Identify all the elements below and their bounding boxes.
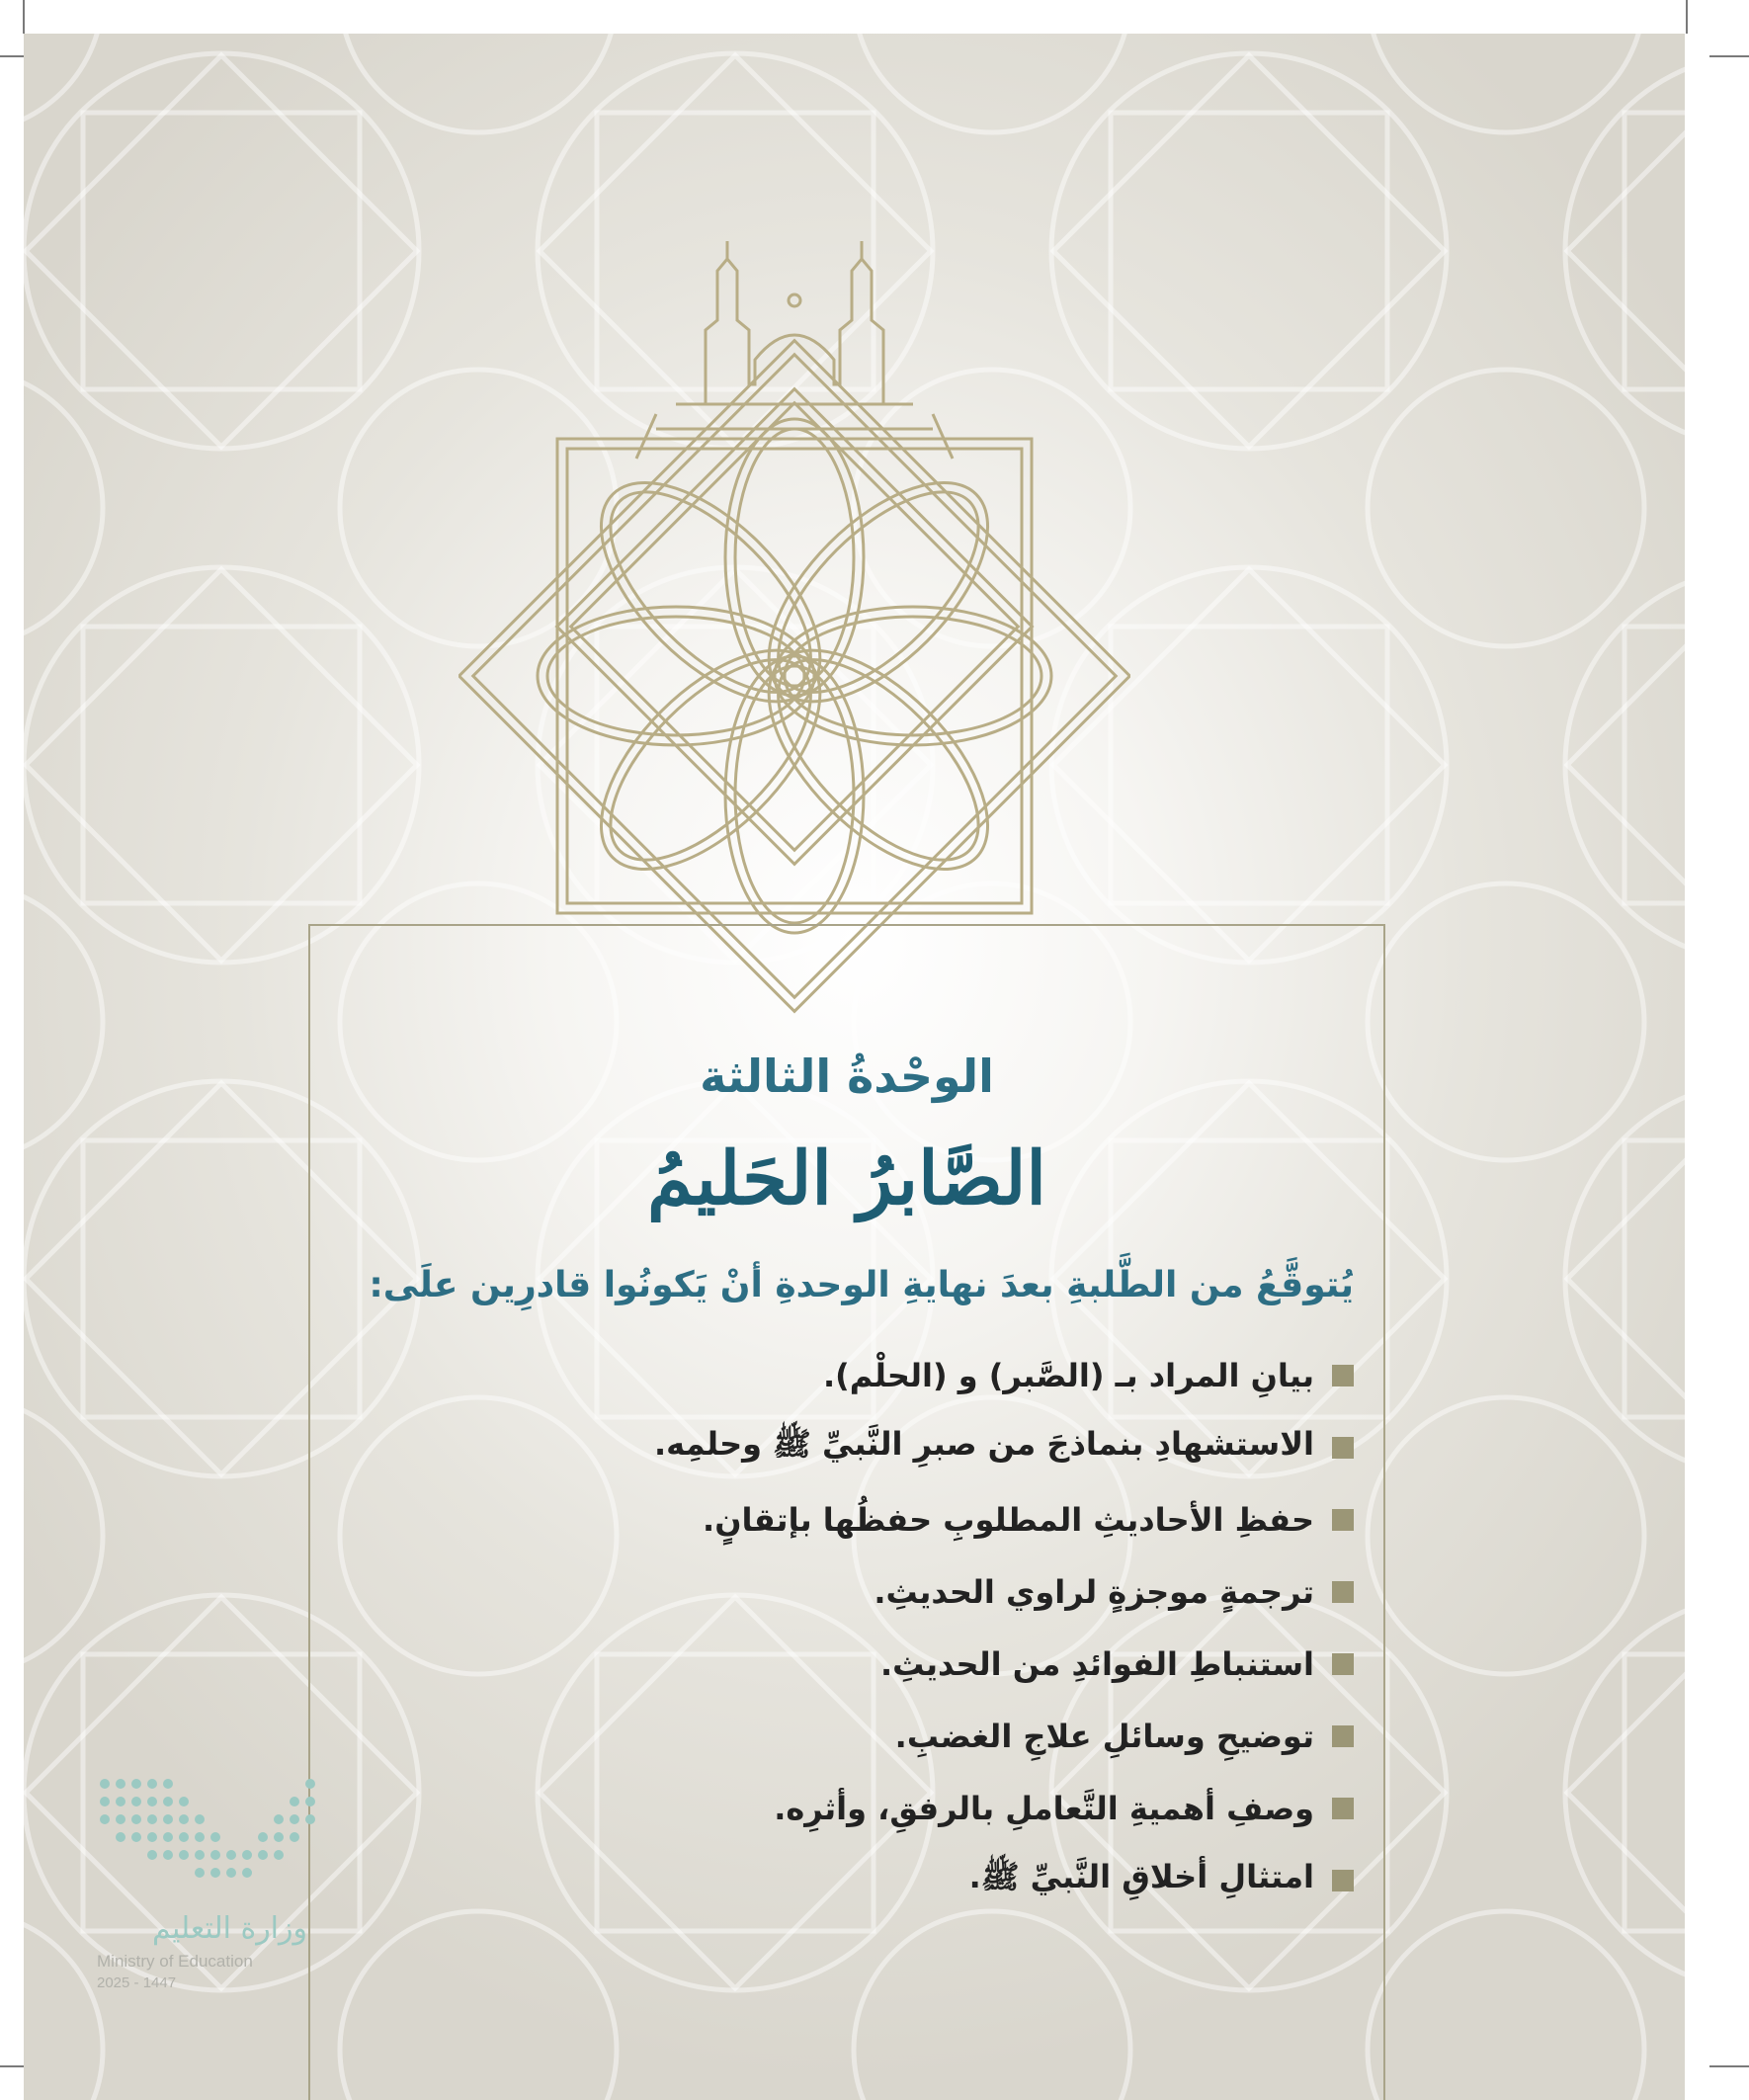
crop-mark — [1709, 55, 1749, 57]
objective-text: وصفِ أهميةِ التَّعاملِ بالرفقِ، وأثرِه. — [774, 1789, 1314, 1827]
logo-arabic-text: وزارة التعليم — [151, 1911, 307, 1946]
objectives-list — [464, 1339, 1354, 1916]
logo-year-text: 2025 - 1447 — [97, 1974, 177, 1991]
crop-mark — [1686, 0, 1688, 34]
square-bullet-icon — [1332, 1509, 1354, 1531]
objective-text: توضيحِ وسائلِ علاجِ الغضبِ. — [894, 1717, 1314, 1755]
list-item — [464, 1555, 1354, 1628]
list-item — [464, 1483, 1354, 1555]
square-bullet-icon — [1332, 1437, 1354, 1459]
list-item — [464, 1772, 1354, 1844]
objective-text: الاستشهادِ بنماذجَ من صبرِ النَّبيِّ ﷺ وحلمِه. — [654, 1424, 1314, 1463]
objective-text: امتثالِ أخلاقِ النَّبيِّ ﷺ. — [968, 1857, 1314, 1895]
list-item — [464, 1700, 1354, 1772]
unit-label: الوحْدةُ الثالثة — [700, 1050, 994, 1103]
list-item — [464, 1411, 1354, 1483]
objective-text: استنباطِ الفوائدِ من الحديثِ. — [879, 1644, 1314, 1683]
unit-title: الصَّابرُ الحَليمُ — [647, 1136, 1046, 1221]
square-bullet-icon — [1332, 1798, 1354, 1819]
list-item — [464, 1844, 1354, 1916]
square-bullet-icon — [1332, 1653, 1354, 1675]
square-bullet-icon — [1332, 1725, 1354, 1747]
square-bullet-icon — [1332, 1581, 1354, 1603]
objective-text: حفظِ الأحاديثِ المطلوبِ حفظُها بإتقانٍ. — [703, 1500, 1314, 1539]
objectives-intro: يُتوقَّعُ من الطَّلبةِ بعدَ نهايةِ الوحدةِ أنْ يَكونُوا قادرِين علَى: — [369, 1265, 1354, 1305]
logo-english-text: Ministry of Education — [97, 1952, 253, 1971]
list-item — [464, 1339, 1354, 1411]
objective-text: ترجمةٍ موجزةٍ لراوي الحديثِ. — [874, 1572, 1314, 1611]
crop-mark — [1709, 2065, 1749, 2067]
objective-text: بيانِ المراد بـ (الصَّبر) و (الحلْم). — [822, 1356, 1314, 1394]
square-bullet-icon — [1332, 1870, 1354, 1891]
crop-mark — [23, 0, 25, 34]
square-bullet-icon — [1332, 1365, 1354, 1386]
ministry-logo-icon — [95, 1774, 322, 1912]
list-item — [464, 1628, 1354, 1700]
